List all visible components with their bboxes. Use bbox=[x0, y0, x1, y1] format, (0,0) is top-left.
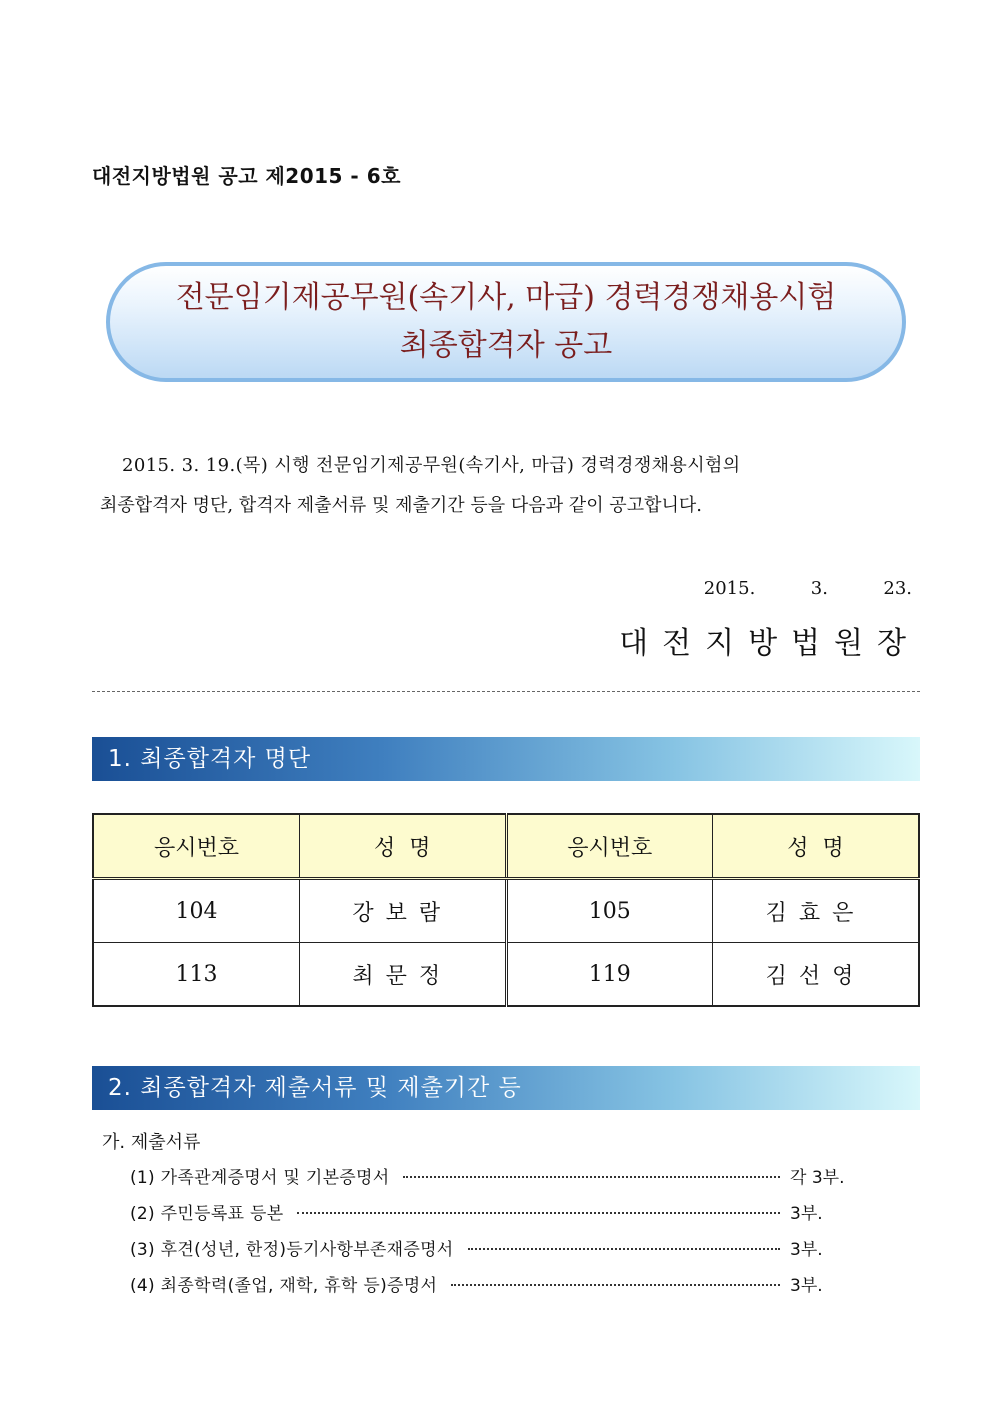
documents-list bbox=[130, 1160, 860, 1304]
title-line-2: 최종합격자 공고 bbox=[399, 328, 613, 363]
table-row bbox=[93, 943, 919, 1007]
table-header-row bbox=[93, 814, 919, 879]
exam-number-cell: 104 bbox=[93, 879, 300, 943]
document-label: (1) 가족관계증명서 및 기본증명서 bbox=[130, 1168, 390, 1188]
list-item bbox=[130, 1232, 860, 1268]
dotted-leader bbox=[403, 1176, 780, 1178]
document-label: (4) 최종학력(졸업, 재학, 휴학 등)증명서 bbox=[130, 1276, 438, 1296]
list-item bbox=[130, 1268, 860, 1304]
document-label: (3) 후견(성년, 한정)등기사항부존재증명서 bbox=[130, 1240, 454, 1260]
notice-number: 대전지방법원 공고 제2015 - 6호 bbox=[92, 164, 401, 188]
header-exam-number: 응시번호 bbox=[506, 814, 713, 879]
document-quantity: 3부. bbox=[790, 1240, 823, 1260]
header-name: 성 명 bbox=[300, 814, 507, 879]
title-banner bbox=[106, 262, 906, 382]
document-quantity: 3부. bbox=[790, 1204, 823, 1224]
document-label: (2) 주민등록표 등본 bbox=[130, 1204, 284, 1224]
name-cell: 강보람 bbox=[300, 879, 507, 943]
name-cell: 김효은 bbox=[713, 879, 920, 943]
document-quantity: 3부. bbox=[790, 1276, 823, 1296]
section-2-heading: 2. 최종합격자 제출서류 및 제출기간 등 bbox=[92, 1066, 920, 1110]
intro-paragraph bbox=[100, 446, 922, 526]
document-quantity: 각 3부. bbox=[790, 1168, 845, 1188]
dotted-leader bbox=[451, 1284, 780, 1286]
list-item bbox=[130, 1196, 860, 1232]
intro-line-1: 2015. 3. 19.(목) 시행 전문임기제공무원(속기사, 마급) 경력경쟁채용시험의 bbox=[122, 455, 741, 476]
header-exam-number: 응시번호 bbox=[93, 814, 300, 879]
list-item bbox=[130, 1160, 860, 1196]
table-row bbox=[93, 879, 919, 943]
title-line-1: 전문임기제공무원(속기사, 마급) 경력경쟁채용시험 bbox=[175, 280, 837, 315]
dotted-leader bbox=[468, 1248, 780, 1250]
exam-number-cell: 113 bbox=[93, 943, 300, 1007]
notice-date: 2015. 3. 23. bbox=[703, 578, 912, 599]
name-cell: 김선영 bbox=[713, 943, 920, 1007]
header-name: 성 명 bbox=[713, 814, 920, 879]
intro-line-2: 최종합격자 명단, 합격자 제출서류 및 제출기간 등을 다음과 같이 공고합니다. bbox=[100, 495, 702, 516]
roster-table bbox=[92, 813, 920, 1007]
section-1-heading: 1. 최종합격자 명단 bbox=[92, 737, 920, 781]
signer: 대전지방법원장 bbox=[619, 626, 920, 661]
exam-number-cell: 105 bbox=[506, 879, 713, 943]
documents-subheading: 가. 제출서류 bbox=[102, 1132, 201, 1153]
divider bbox=[92, 691, 920, 692]
dotted-leader bbox=[297, 1212, 780, 1214]
exam-number-cell: 119 bbox=[506, 943, 713, 1007]
name-cell: 최문정 bbox=[300, 943, 507, 1007]
